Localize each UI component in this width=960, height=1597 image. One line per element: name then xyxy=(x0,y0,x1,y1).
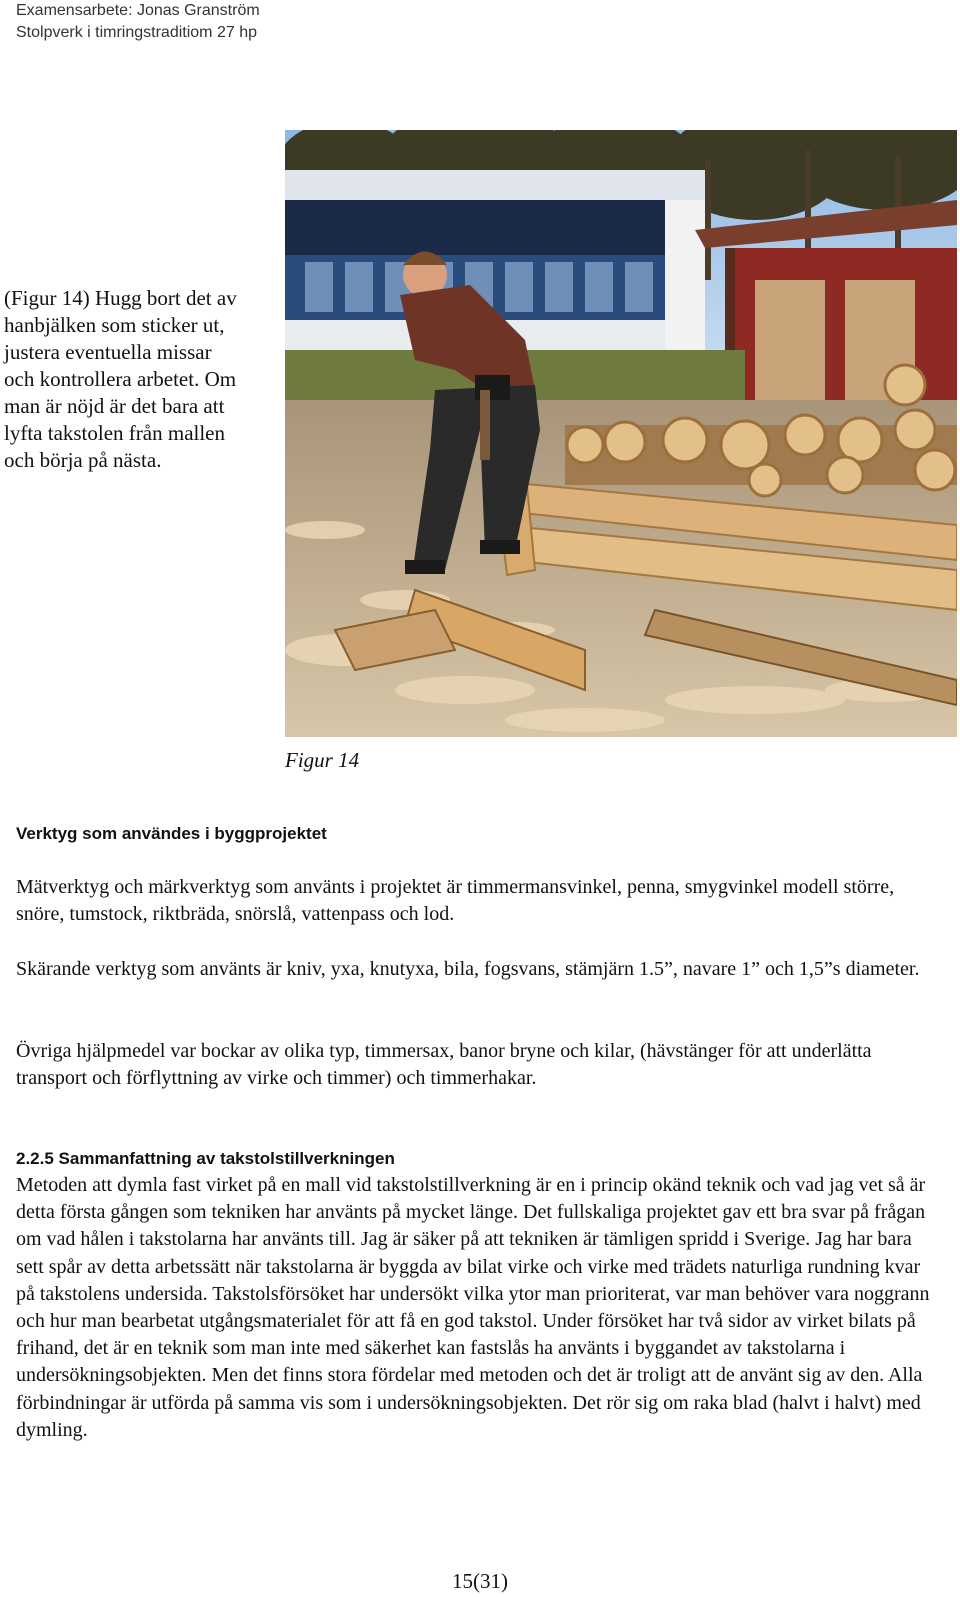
summary-heading: 2.2.5 Sammanfattning av takstolstillverkningen xyxy=(16,1149,395,1168)
summary-paragraph: Metoden att dymla fast virket på en mall vid takstolstillverkning är en i princip okänd teknik och vad jag vet så är detta första gången som tekniken har använts på mycket länge. Det fullskaliga projektet gav ett bra svar på frågan om vad hålen i takstolarna har använts till. Jag är säker på att tekniken är tämligen spridd i Sverige. Jag har bara sett spår av detta arbetssätt när takstolarna är byggda av bilat virke och virke med trädets naturliga rundning kvar på takstolens undersida. Takstolsförsöket har undersökt vilka ytor man prioriterat, var man behöver vara noggrann och hur man bearbetat utgångsmaterialet för att få en god takstol. Under försöket har två sidor av virket bilats på frihand, det är en teknik som man inte med säkerhet kan fastslås ha använts i byggandet av takstolarna i undersökningsobjekten. Men det finns stora fördelar med metoden och det är troligt att de använt sig av den. Alla förbindningar är utförda på samma vis som i undersökningsobjekten. Det rör sig om raka blad (halvt i halvt) med dymling. xyxy=(16,1174,930,1441)
paragraph-cutting-tools: Skärande verktyg som använts är kniv, yxa, knutyxa, bila, fogsvans, stämjärn 1.5”, navare 1” och 1,5”s diameter. xyxy=(16,958,920,980)
header-author: Examensarbete: Jonas Granström xyxy=(16,2,260,19)
figure-caption: Figur 14 xyxy=(285,748,360,772)
paragraph-other-aids: Övriga hjälpmedel var bockar av olika typ, timmersax, banor bryne och kilar, (hävstänger för att underlätta transport och förflyttning av virke och timmer) och timmerhakar. xyxy=(16,1040,872,1089)
page-number: 15(31) xyxy=(452,1569,508,1593)
side-caption: (Figur 14) Hugg bort det av hanbjälken som sticker ut, justera eventuella missar och kontrollera arbetet. Om man är nöjd är det bara att lyfta takstolen från mallen och börja på nästa. xyxy=(4,286,237,472)
figure-photo xyxy=(285,130,957,737)
page-header xyxy=(16,0,260,44)
section-heading: Verktyg som användes i byggprojektet xyxy=(16,824,327,843)
paragraph-measuring-tools: Mätverktyg och märkverktyg som använts i projektet är timmermansvinkel, penna, smygvinkel modell större, snöre, tumstock, riktbräda, snörslå, vattenpass och lod. xyxy=(16,876,895,925)
header-course: Stolpverk i timringstraditiom 27 hp xyxy=(16,24,257,41)
